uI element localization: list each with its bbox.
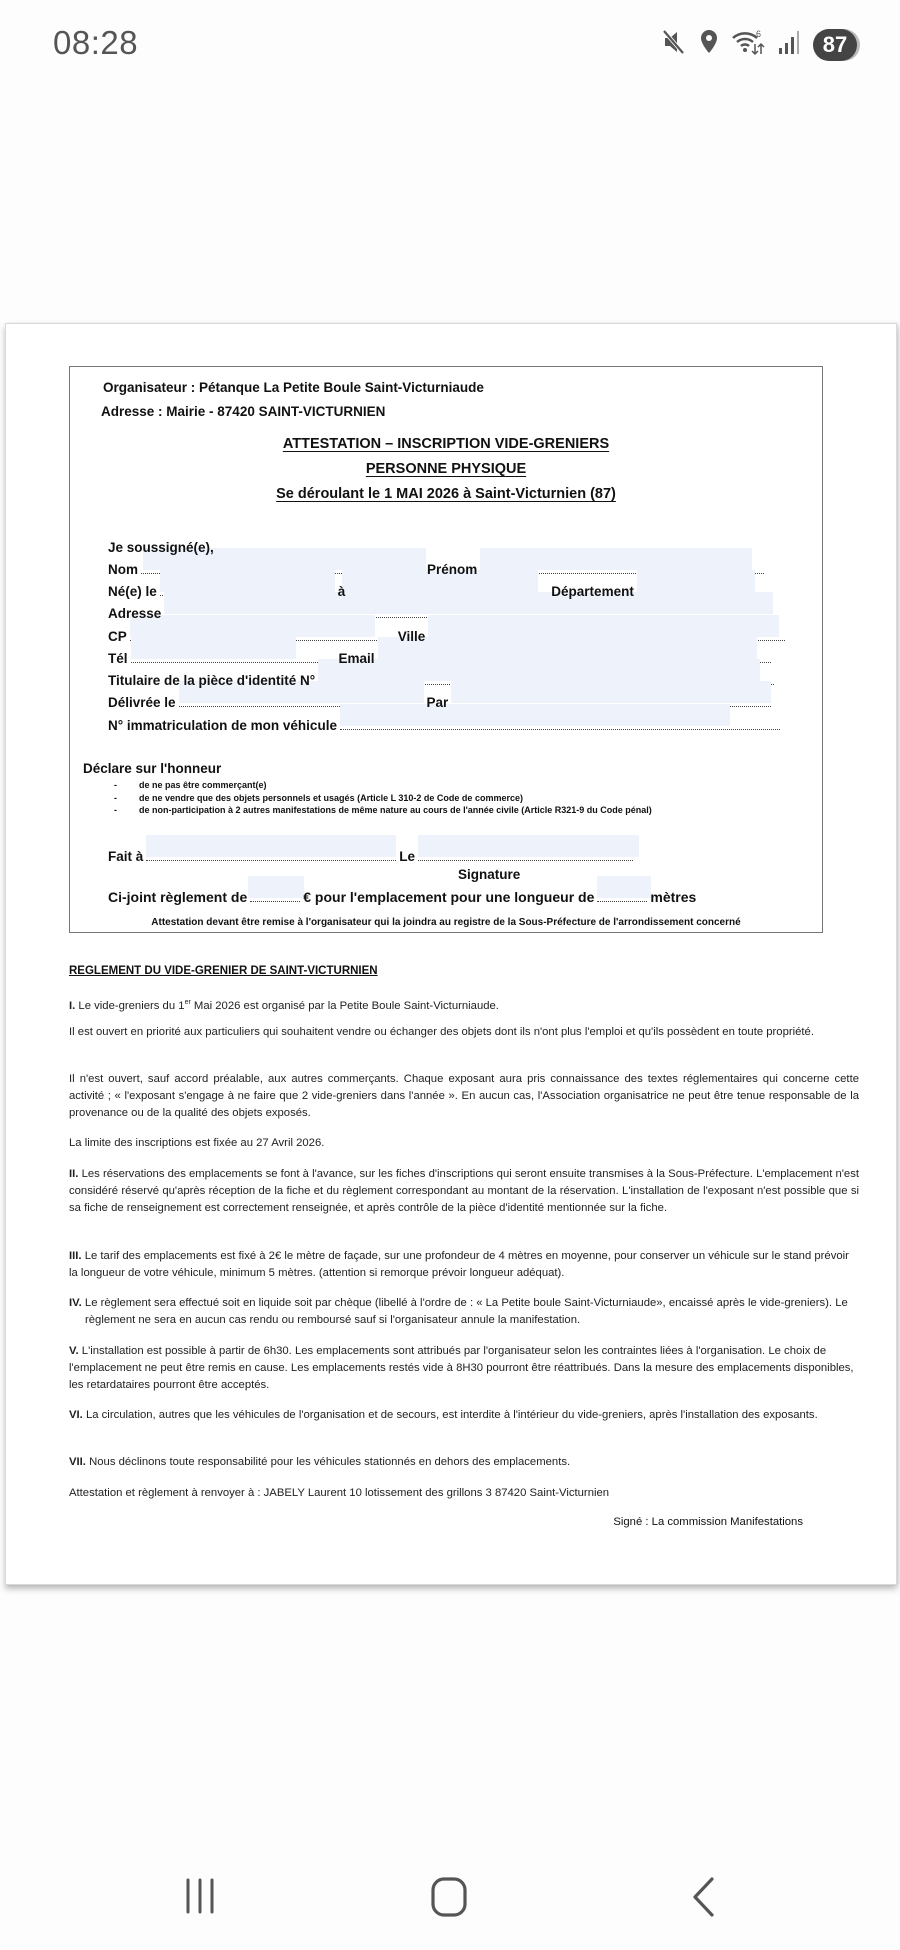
label-a: à: [337, 584, 346, 599]
svg-text:6: 6: [756, 29, 762, 39]
back-icon: [690, 1876, 720, 1918]
article-1-para-3: Il n'est ouvert, sauf accord préalable, aux autres commerçants. Chaque exposant aura pris connaissance des textes réglementaires qui concerne cette activité ; « l'exposant s'engage à ne faire que 2 vide-greniers dans l'année ». En aucun cas, l'Association organisatrice ne peut être tenue responsable de la provenance ou de la qualité des objets exposés.: [69, 1073, 859, 1119]
article-4: IV. Le règlement sera effectué soit en liquide soit par chèque (libellé à l'ordre de : « La Petite boule Saint-Victurniaude», encaissé après le vide-greniers). Le règlement ne sera en aucun cas rendu ou remboursé sauf si l'organisateur annule la manifestation.: [69, 1297, 848, 1326]
reglement-title: REGLEMENT DU VIDE-GRENIER DE SAINT-VICTURNIEN: [69, 965, 378, 977]
location-icon: [699, 28, 719, 61]
label-ne-le: Né(e) le: [108, 584, 157, 599]
label-le: Le: [399, 849, 416, 864]
label-nom: Nom: [108, 562, 138, 577]
date-field[interactable]: [418, 849, 633, 861]
address-line: Adresse : Mairie - 87420 SAINT-VICTURNIEN: [101, 404, 386, 419]
status-bar: [0, 0, 900, 95]
attestation-box: [69, 366, 823, 933]
article-1: I. Le vide-greniers du 1er Mai 2026 est organisé par la Petite Boule Saint-Victurniaude.: [69, 999, 499, 1012]
label-tel: Tél: [108, 651, 128, 666]
label-fait-a: Fait à: [108, 849, 144, 864]
declarations-list: [114, 780, 652, 818]
article-6: VI. La circulation, autres que les véhicules de l'organisation et de secours, est interdite à l'intérieur du vide-greniers, après l'installation des exposants.: [69, 1409, 818, 1421]
label-longueur: € pour l'emplacement pour une longueur de: [303, 889, 595, 905]
article-7: VII. Nous déclinons toute responsabilité pour les véhicules stationnés en dehors des emplacements.: [69, 1456, 571, 1468]
declaration-item: - de non-participation à 2 autres manifestations de même nature au cours de l'année civile (Article R321-9 du Code pénal): [114, 805, 652, 815]
back-button[interactable]: [690, 1876, 720, 1923]
label-email: Email: [338, 651, 375, 666]
title-date: Se déroulant le 1 MAI 2026 à Saint-Victurnien (87): [276, 486, 616, 502]
title-attestation: ATTESTATION – INSCRIPTION VIDE-GRENIERS: [282, 436, 610, 452]
label-metres: mètres: [650, 889, 697, 905]
row-immatriculation: [108, 713, 783, 733]
navigation-bar: [0, 1850, 900, 1950]
signal-icon: [777, 28, 801, 61]
longueur-field[interactable]: [597, 890, 647, 902]
mute-icon: [661, 28, 687, 61]
status-time: 08:28: [53, 24, 139, 61]
label-delivree-le: Délivrée le: [108, 695, 176, 710]
attestation-note: Attestation devant être remise à l'organisateur qui la joindra au registre de la Sous-Préfecture de l'arrondissement concerné: [151, 917, 741, 928]
title-personne: PERSONNE PHYSIQUE: [365, 461, 527, 477]
declaration-item: - de ne vendre que des objets personnels et usagés (Article L 310-2 de Code de commerce): [114, 792, 523, 803]
label-cp: CP: [108, 629, 127, 644]
home-icon: [430, 1876, 470, 1918]
article-5: V. L'installation est possible à partir de 6h30. Les emplacements sont attribués par l'organisateur selon les contraintes liées à l'organisation. Le choix de l'emplacement ne peut être remis en cause. Les emplacements restés vide à 8H30 pourront être réattribués. Dans la mesure des emplacements disponibles, les retardataires pourront être acceptés.: [69, 1345, 854, 1391]
tel-field[interactable]: [131, 651, 336, 663]
recent-apps-icon: [183, 1876, 223, 1916]
signed-by: Signé : La commission Manifestations: [613, 1516, 803, 1528]
document-page[interactable]: [5, 323, 897, 1585]
battery-indicator: 87: [813, 29, 857, 61]
wifi-icon: [731, 28, 765, 61]
declaration-item: - de ne pas être commerçant(e): [114, 780, 267, 790]
immatriculation-field[interactable]: [340, 718, 780, 730]
return-address: Attestation et règlement à renvoyer à : JABELY Laurent 10 lotissement des grillons 3 87420 Saint-Victurnien: [69, 1487, 610, 1499]
article-2: II. Les réservations des emplacements se font à l'avance, sur les fiches d'inscriptions qui seront ensuite transmises à la Sous-Préfecture. L'emplacement n'est considéré réservé qu'après réception de la fiche et du règlement correspondant au montant de la réservation. L'installation de l'exposant n'est possible que si sa fiche de renseignement est correctement renseignée, et après contrôle de la pièce d'identité mentionnée sur la fiche.: [69, 1168, 859, 1214]
home-button[interactable]: [430, 1876, 470, 1923]
organizer-line: Organisateur : Pétanque La Petite Boule Saint-Victurniaude: [103, 380, 484, 395]
label-adresse: Adresse: [108, 606, 162, 621]
montant-field[interactable]: [250, 890, 300, 902]
label-reglement: Ci-joint règlement de: [108, 889, 248, 905]
status-icons: [661, 28, 857, 61]
label-prenom: Prénom: [427, 562, 478, 577]
article-1-para-4: La limite des inscriptions est fixée au 27 Avril 2026.: [69, 1137, 325, 1149]
recent-apps-button[interactable]: [183, 1876, 223, 1921]
signature-label: Signature: [458, 867, 521, 882]
label-ville: Ville: [397, 629, 426, 644]
row-reglement: [108, 885, 696, 905]
fait-a-field[interactable]: [146, 849, 396, 861]
article-3: III. Le tarif des emplacements est fixé à 2€ le mètre de façade, sur une profondeur de 4 mètres en moyenne, pour conserver un véhicule sur le stand prévoir la longueur de votre véhicule, minimum 5 mètres. (attention si remorque prévoir longueur adéquat).: [69, 1250, 849, 1279]
row-fait-le: [108, 844, 636, 864]
label-piece-identite: Titulaire de la pièce d'identité N°: [108, 673, 316, 688]
declare-title: Déclare sur l'honneur: [83, 761, 222, 776]
label-immatriculation: N° immatriculation de mon véhicule: [108, 718, 337, 733]
label-departement: Département: [551, 584, 634, 599]
intro-text: Je soussigné(e),: [108, 540, 214, 555]
article-1-para-2: Il est ouvert en priorité aux particuliers qui souhaitent vendre ou échanger des objets dont ils n'ont plus l'emploi et qu'ils possèdent en toute propriété.: [69, 1026, 814, 1038]
label-par: Par: [426, 695, 449, 710]
